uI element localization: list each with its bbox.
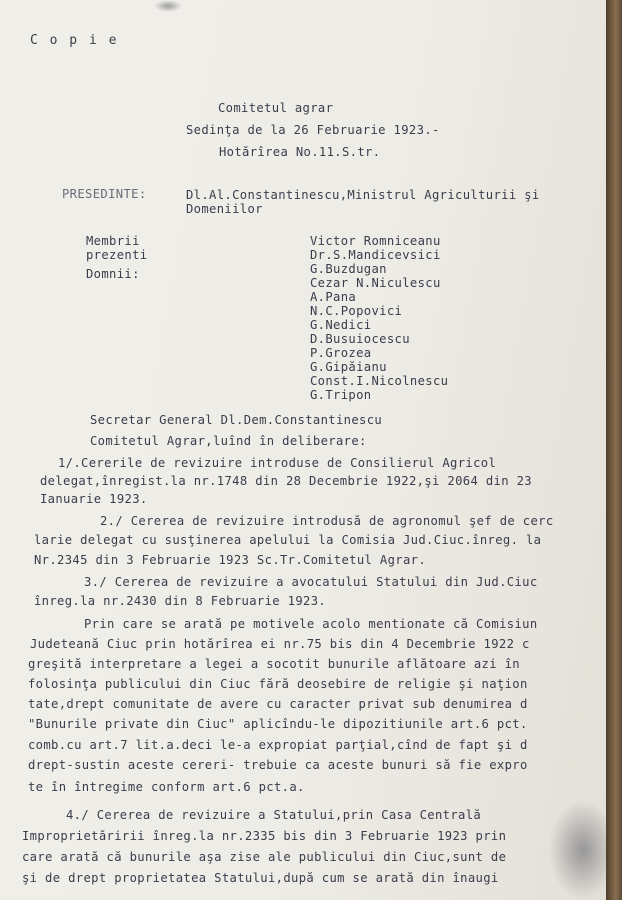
page-edge-background bbox=[606, 0, 622, 900]
body-line: delegat,înregist.la nr.1748 din 28 Decembrie 1922,şi 2064 din 23 bbox=[40, 474, 532, 488]
member-name: N.C.Popovici bbox=[310, 304, 403, 318]
body-line: tate,drept comunitate de avere cu caracter privat sub denumirea d bbox=[28, 697, 528, 711]
body-line: care arată că bunurile aşa zise ale publicului din Ciuc,sunt de bbox=[22, 850, 507, 864]
member-name: P.Grozea bbox=[310, 346, 372, 360]
president-label: PRESEDINTE: bbox=[62, 187, 147, 201]
body-line: Prin care se arată pe motivele acolo mentionate că Comisiun bbox=[84, 617, 538, 631]
deliberation-line: Comitetul Agrar,luînd în deliberare: bbox=[90, 434, 367, 448]
member-name: G.Gipăianu bbox=[310, 360, 387, 374]
ink-smudge bbox=[548, 800, 606, 900]
decision-number: Hotărîrea No.11.S.tr. bbox=[219, 145, 381, 159]
body-line: "Bunurile private din Ciuc" aplicîndu-le dipozitiunile art.6 pct. bbox=[28, 717, 528, 731]
members-label-1: Membrii bbox=[86, 234, 140, 248]
member-name: G.Buzdugan bbox=[310, 262, 387, 276]
ink-mark bbox=[154, 0, 182, 12]
member-name: Dr.S.Mandicevsici bbox=[310, 248, 441, 262]
president-line-2: Domeniilor bbox=[186, 202, 263, 216]
body-line: 3./ Cererea de revizuire a avocatului Statului din Jud.Ciuc bbox=[84, 575, 538, 589]
body-line: Judeteană Ciuc prin hotărîrea ei nr.75 bis din 4 Decembrie 1922 c bbox=[30, 637, 530, 651]
members-label-2: prezenti bbox=[86, 248, 148, 262]
secretary-line: Secretar General Dl.Dem.Constantinescu bbox=[90, 413, 383, 427]
body-line: drept-sustin aceste cereri- trebuie ca aceste bunuri să fie expro bbox=[28, 758, 528, 772]
body-line: te în întregime conform art.6 pct.a. bbox=[28, 780, 305, 794]
copy-label: C o p i e bbox=[30, 33, 119, 48]
body-line: comb.cu art.7 lit.a.deci le-a expropiat parţial,cînd de fapt şi d bbox=[28, 738, 528, 752]
president-line-1: Dl.Al.Constantinescu,Ministrul Agriculturii şi bbox=[186, 188, 540, 202]
body-line: larie delegat cu susţinerea apelului la Comisia Jud.Ciuc.înreg. la bbox=[34, 533, 542, 547]
body-line: greşită interpretare a legei a socotit bunurile aflătoare azi în bbox=[28, 657, 520, 671]
body-line: Improprietăririi înreg.la nr.2335 bis din 3 Februarie 1923 prin bbox=[22, 829, 507, 843]
member-name: Cezar N.Niculescu bbox=[310, 276, 441, 290]
body-line: 1/.Cererile de revizuire introduse de Consilierul Agricol bbox=[58, 456, 497, 470]
session-date: Sedinţa de la 26 Februarie 1923.- bbox=[186, 123, 440, 137]
member-name: A.Pana bbox=[310, 290, 357, 304]
members-label-3: Domnii: bbox=[86, 267, 140, 281]
committee-title: Comitetul agrar bbox=[218, 101, 334, 115]
body-line: Nr.2345 din 3 Februarie 1923 Sc.Tr.Comitetul Agrar. bbox=[34, 553, 427, 567]
body-line: folosinţa publicului din Ciuc fără deosebire de religie şi naţion bbox=[28, 677, 528, 691]
member-name: G.Tripon bbox=[310, 388, 372, 402]
member-name: D.Busuiocescu bbox=[310, 332, 410, 346]
member-name: G.Nedici bbox=[310, 318, 372, 332]
body-line: 2./ Cererea de revizuire introdusă de agronomul şef de cerc bbox=[100, 514, 554, 528]
body-line: 4./ Cererea de revizuire a Statului,prin Casa Centrală bbox=[66, 808, 482, 822]
member-name: Victor Romniceanu bbox=[310, 234, 441, 248]
body-line: şi de drept proprietatea Statului,după cum se arată din înaugi bbox=[22, 871, 499, 885]
member-name: Const.I.Nicolnescu bbox=[310, 374, 449, 388]
body-line: înreg.la nr.2430 din 8 Februarie 1923. bbox=[34, 594, 327, 608]
body-line: Ianuarie 1923. bbox=[40, 492, 148, 506]
